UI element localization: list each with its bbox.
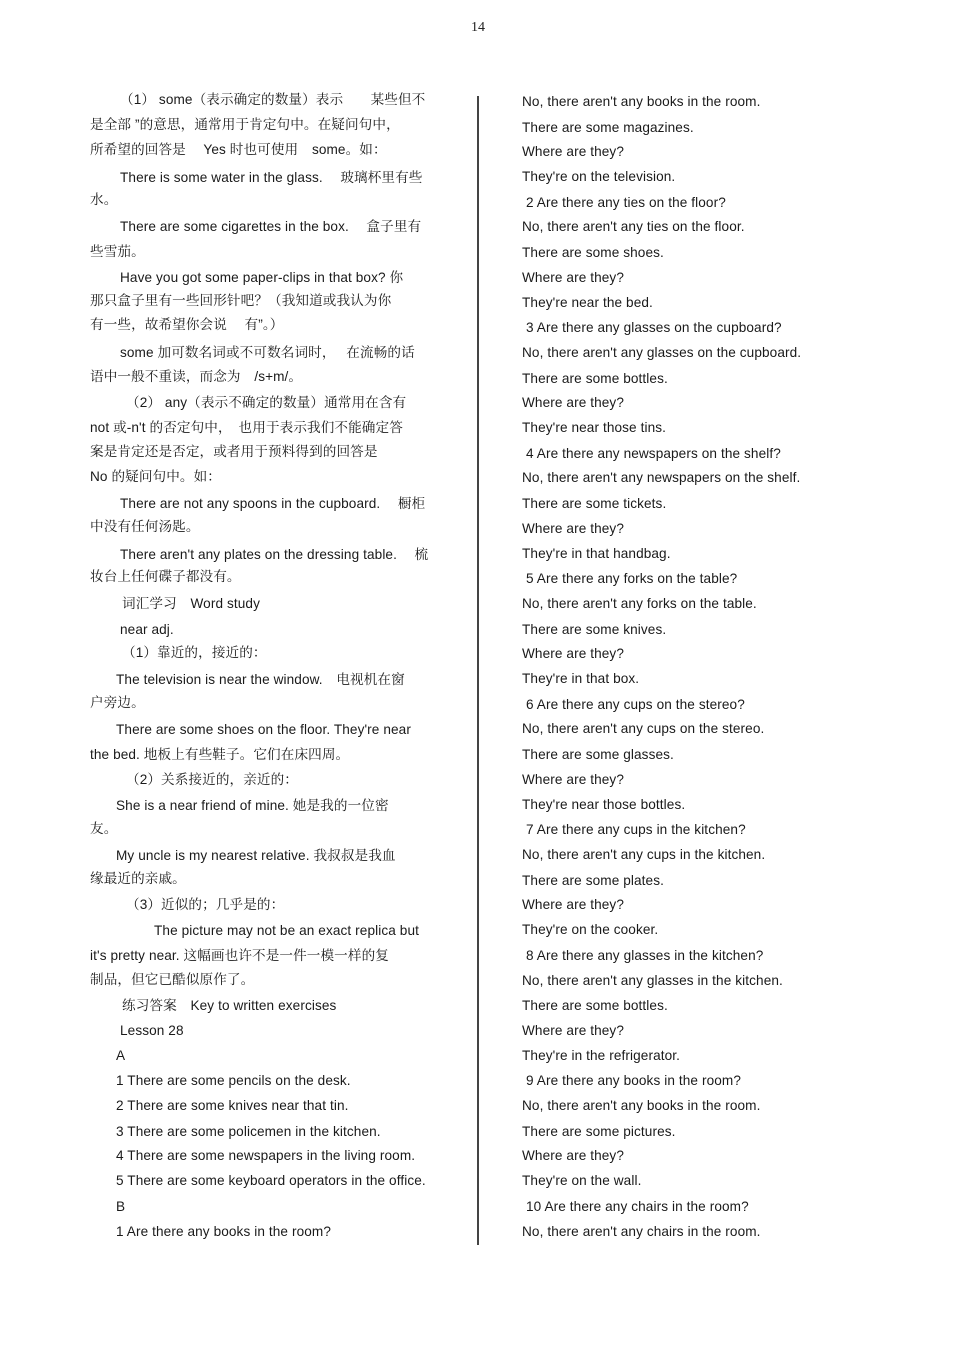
text-line: Where are they? [522,395,624,410]
text-line: There are some magazines. [522,120,694,135]
text-line: There aren't any plates on the dressing table. 梳 [120,547,429,562]
text-line: They're near those tins. [522,420,667,435]
text-line: 中没有任何汤匙。 [90,519,200,534]
text-line: 2 Are there any ties on the floor? [526,195,726,210]
text-line: There are some glasses. [522,747,674,762]
text-line: There are some tickets. [522,496,667,511]
text-line: No, there aren't any books in the room. [522,94,761,109]
text-line: 缘最近的亲戚。 [90,871,186,886]
text-line: not 或-n't 的否定句中， 也用于表示我们不能确定答 [90,420,403,435]
text-line: near adj. [120,622,174,637]
text-line: No, there aren't any cups in the kitchen. [522,847,766,862]
text-line: They're in the refrigerator. [522,1048,681,1063]
text-line: The picture may not be an exact replica but [154,923,419,938]
text-line: A [116,1048,126,1063]
text-line: There are some plates. [522,873,664,888]
text-line: （2） any（表示不确定的数量）通常用在含有 [126,395,407,410]
text-line: 制品，但它已酷似原作了。 [90,972,255,987]
text-line: There are some shoes on the floor. They're near [116,722,411,737]
text-line: There are some bottles. [522,998,668,1013]
text-line: They're on the wall. [522,1173,642,1188]
text-line: My uncle is my nearest relative. 我叔叔是我血 [116,848,396,863]
text-line: 水。 [90,192,118,207]
text-line: No, there aren't any ties on the floor. [522,219,745,234]
text-line: （3）近似的；几乎是的： [126,897,285,912]
text-line: 语中一般不重读，而念为 /s+m/。 [90,369,303,384]
text-line: 1 There are some pencils on the desk. [116,1073,351,1088]
text-line: Where are they? [522,1023,624,1038]
column-divider [477,96,479,1245]
text-line: B [116,1199,126,1214]
text-line: Where are they? [522,521,624,536]
text-line: some 加可数名词或不可数名词时， 在流畅的话 [120,345,415,360]
text-line: 5 There are some keyboard operators in the office. [116,1173,426,1188]
text-line: There are some cigarettes in the box. 盒子里有 [120,219,422,234]
text-line: the bed. 地板上有些鞋子。它们在床四周。 [90,747,350,762]
text-line: They're near the bed. [522,295,653,310]
text-line: Where are they? [522,897,624,912]
text-line: 案是肯定还是否定，或者用于预料得到的回答是 [90,444,378,459]
text-line: They're on the television. [522,169,676,184]
text-line: They're in that box. [522,671,640,686]
text-line: Where are they? [522,1148,624,1163]
text-line: No, there aren't any forks on the table. [522,596,757,611]
text-line: （1） some（表示确定的数量）表示 某些但不 [120,92,426,107]
text-line: 1 Are there any books in the room? [116,1224,331,1239]
text-line: She is a near friend of mine. 她是我的一位密 [116,798,389,813]
text-line: Lesson 28 [120,1023,184,1038]
text-line: 词汇学习 Word study [122,596,260,611]
text-line: 9 Are there any books in the room? [526,1073,741,1088]
text-line: No, there aren't any glasses in the kitchen. [522,973,783,988]
text-line: 所希望的回答是 Yes 时也可使用 some。如： [90,142,387,157]
text-line: 有一些，故希望你会说 有”。） [90,317,284,332]
text-line: No, there aren't any chairs in the room. [522,1224,761,1239]
text-line: 6 Are there any cups on the stereo? [526,697,745,712]
text-line: They're on the cooker. [522,922,659,937]
page-number: 14 [471,20,485,35]
text-line: 5 Are there any forks on the table? [526,571,738,586]
text-line: 2 There are some knives near that tin. [116,1098,349,1113]
text-line: Where are they? [522,646,624,661]
text-line: 3 There are some policemen in the kitchen. [116,1124,381,1139]
text-line: No, there aren't any books in the room. [522,1098,761,1113]
text-line: 4 Are there any newspapers on the shelf? [526,446,781,461]
text-line: They're in that handbag. [522,546,671,561]
text-line: 练习答案 Key to written exercises [122,998,337,1013]
text-line: it's pretty near. 这幅画也许不是一件一模一样的复 [90,948,389,963]
text-line: 妆台上任何碟子都没有。 [90,569,241,584]
text-line: 10 Are there any chairs in the room? [526,1199,749,1214]
text-line: Where are they? [522,772,624,787]
text-line: The television is near the window. 电视机在窗 [116,672,405,687]
text-line: 8 Are there any glasses in the kitchen? [526,948,764,963]
text-line: 那只盒子里有一些回形针吧？（我知道或我认为你 [90,293,392,308]
text-line: 3 Are there any glasses on the cupboard? [526,320,782,335]
text-line: There is some water in the glass. 玻璃杯里有些 [120,170,423,185]
text-line: Where are they? [522,144,624,159]
text-line: 些雪茄。 [90,244,145,259]
text-line: There are not any spoons in the cupboard. 橱柜 [120,496,426,511]
text-line: There are some shoes. [522,245,664,260]
text-line: No 的疑问句中。如： [90,469,222,484]
text-line: No, there aren't any cups on the stereo. [522,721,765,736]
text-line: 4 There are some newspapers in the living room. [116,1148,416,1163]
text-line: （2）关系接近的，亲近的： [126,772,298,787]
text-line: 户旁边。 [90,695,145,710]
text-line: There are some bottles. [522,371,668,386]
text-line: 是全部 ”的意思，通常用于肯定句中。在疑问句中， [90,117,400,132]
text-line: There are some pictures. [522,1124,676,1139]
text-line: 友。 [90,821,118,836]
text-line: They're near those bottles. [522,797,686,812]
text-line: No, there aren't any glasses on the cupboard. [522,345,802,360]
text-line: Have you got some paper-clips in that box? 你 [120,270,404,285]
text-line: There are some knives. [522,622,667,637]
text-line: Where are they? [522,270,624,285]
text-line: 7 Are there any cups in the kitchen? [526,822,746,837]
text-line: No, there aren't any newspapers on the shelf. [522,470,801,485]
text-line: （1）靠近的，接近的： [122,645,267,660]
